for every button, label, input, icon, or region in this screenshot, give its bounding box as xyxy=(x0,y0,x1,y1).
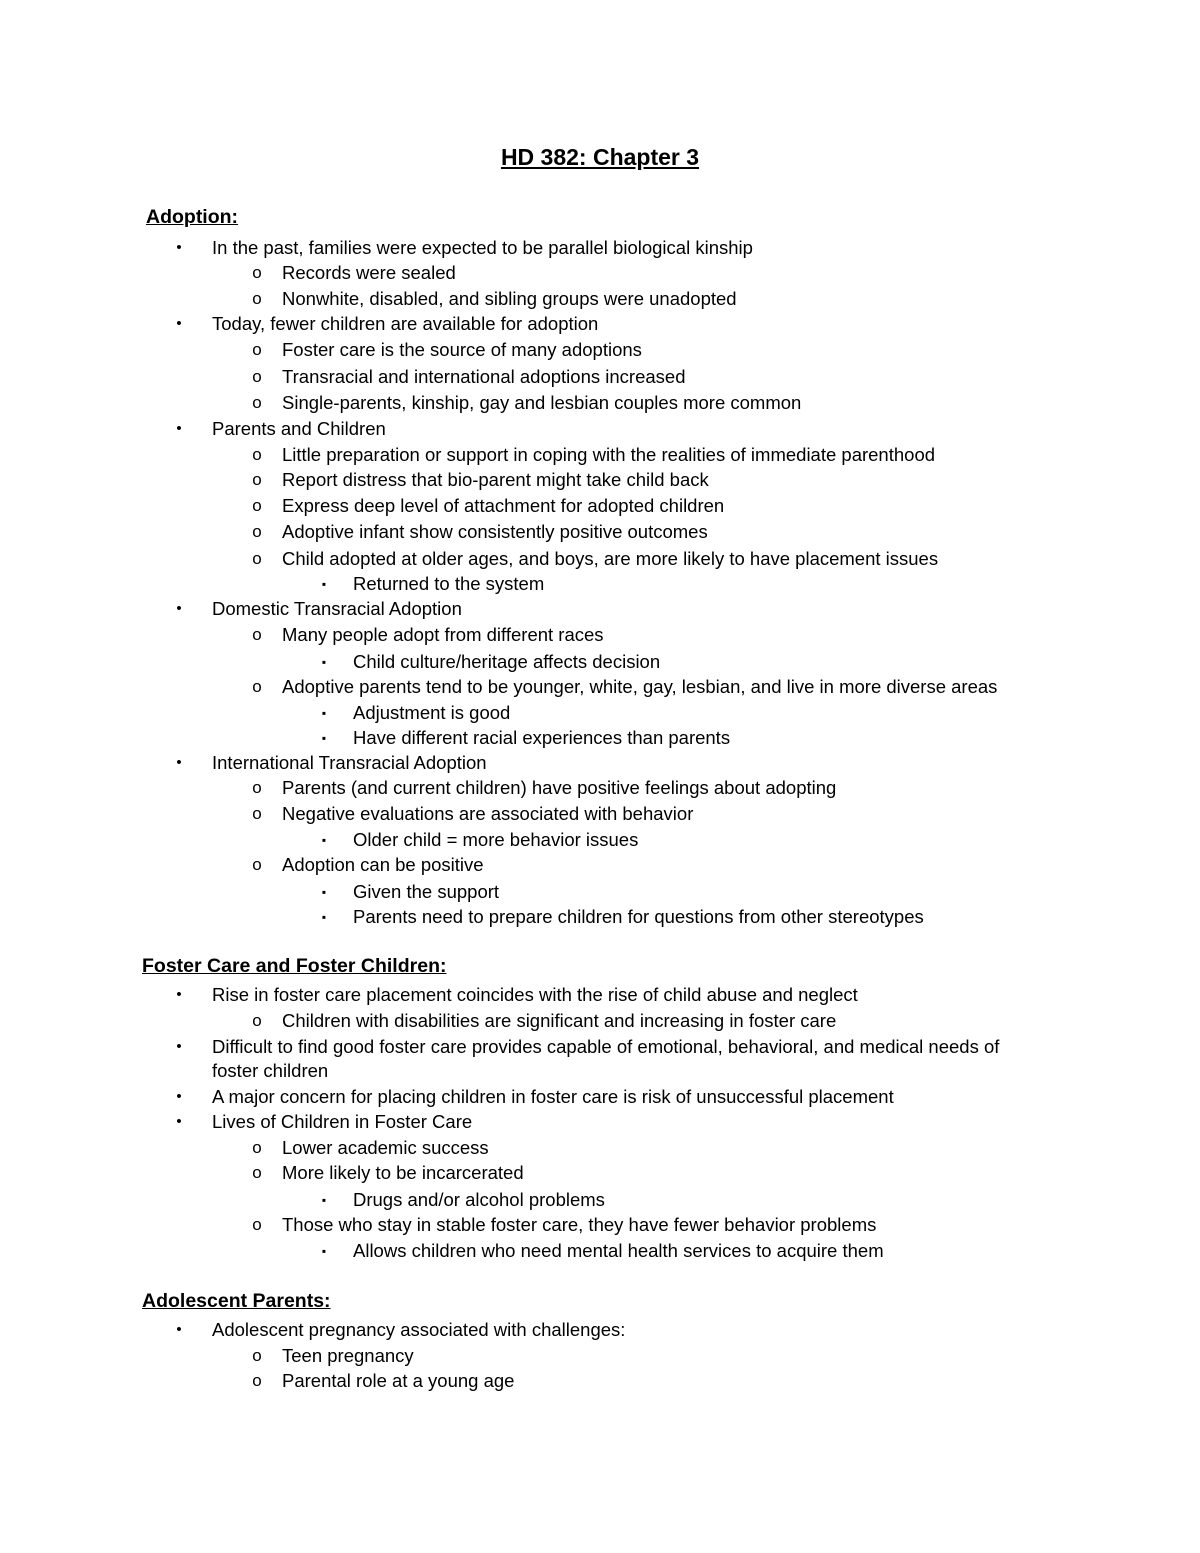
list-item xyxy=(252,1344,414,1368)
list-item-text: Single-parents, kinship, gay and lesbian couples more common xyxy=(282,392,802,413)
circle-bullet-icon: o xyxy=(252,855,262,874)
list-item-text: International Transracial Adoption xyxy=(212,752,487,773)
list-item xyxy=(252,675,998,699)
list-item xyxy=(252,520,708,544)
list-item-text: More likely to be incarcerated xyxy=(282,1162,524,1183)
bullet-icon: • xyxy=(176,239,182,256)
list-item xyxy=(252,468,709,492)
circle-bullet-icon: o xyxy=(252,549,262,568)
list-item-text: Parents need to prepare children for questions from other stereotypes xyxy=(353,906,924,927)
bullet-icon: • xyxy=(176,600,182,617)
list-item xyxy=(176,1110,473,1134)
list-item-text: Child culture/heritage affects decision xyxy=(353,651,661,672)
square-bullet-icon: ▪ xyxy=(321,1193,327,1207)
square-bullet-icon: ▪ xyxy=(321,885,327,899)
list-item xyxy=(176,751,487,775)
list-item-text: Foster care is the source of many adoptions xyxy=(282,339,642,360)
list-item-text: Lives of Children in Foster Care xyxy=(212,1111,473,1132)
list-item xyxy=(176,417,386,441)
list-item-text: Adolescent pregnancy associated with challenges: xyxy=(212,1319,626,1340)
bullet-icon: • xyxy=(176,986,182,1003)
section-heading: Adolescent Parents: xyxy=(142,1290,331,1312)
circle-bullet-icon: o xyxy=(252,1371,262,1390)
circle-bullet-icon: o xyxy=(252,367,262,386)
list-item-text: Rise in foster care placement coincides with the rise of child abuse and neglect xyxy=(212,984,858,1005)
list-item-text: Lower academic success xyxy=(282,1137,489,1158)
circle-bullet-icon: o xyxy=(252,1346,262,1365)
list-item xyxy=(321,726,731,750)
list-item xyxy=(252,1369,515,1393)
list-item xyxy=(176,1318,626,1342)
square-bullet-icon: ▪ xyxy=(321,1244,327,1258)
list-item-text: Teen pregnancy xyxy=(282,1345,414,1366)
list-item xyxy=(321,572,545,596)
list-item xyxy=(176,983,858,1007)
bullet-icon: • xyxy=(176,1038,182,1055)
list-item-text: Given the support xyxy=(353,881,500,902)
list-item xyxy=(252,547,939,571)
bullet-icon: • xyxy=(176,420,182,437)
list-item-text: Parents and Children xyxy=(212,418,386,439)
list-item xyxy=(252,853,484,877)
circle-bullet-icon: o xyxy=(252,804,262,823)
section-heading: Adoption: xyxy=(146,206,239,228)
list-item xyxy=(252,338,642,362)
square-bullet-icon: ▪ xyxy=(321,833,327,847)
list-item xyxy=(252,1009,837,1033)
circle-bullet-icon: o xyxy=(252,1138,262,1157)
circle-bullet-icon: o xyxy=(252,625,262,644)
bullet-icon: • xyxy=(176,1321,182,1338)
circle-bullet-icon: o xyxy=(252,445,262,464)
circle-bullet-icon: o xyxy=(252,470,262,489)
square-bullet-icon: ▪ xyxy=(321,577,327,591)
list-item-text: A major concern for placing children in foster care is risk of unsuccessful placement xyxy=(212,1086,894,1107)
list-item xyxy=(176,1085,894,1109)
list-item-text: Have different racial experiences than parents xyxy=(353,727,731,748)
list-item xyxy=(252,1136,489,1160)
list-item xyxy=(176,1035,1032,1083)
list-item xyxy=(252,287,737,311)
circle-bullet-icon: o xyxy=(252,1163,262,1182)
circle-bullet-icon: o xyxy=(252,1215,262,1234)
list-item-text: Adoptive infant show consistently positive outcomes xyxy=(282,521,708,542)
section-heading: Foster Care and Foster Children: xyxy=(142,955,447,977)
list-item xyxy=(252,494,725,518)
circle-bullet-icon: o xyxy=(252,778,262,797)
document-title: HD 382: Chapter 3 xyxy=(500,144,700,170)
list-item xyxy=(252,802,694,826)
list-item xyxy=(252,1161,524,1185)
list-item xyxy=(252,391,802,415)
list-item xyxy=(321,880,500,904)
list-item-text: Those who stay in stable foster care, they have fewer behavior problems xyxy=(282,1214,877,1235)
list-item xyxy=(252,1213,877,1237)
list-item-text: Adjustment is good xyxy=(353,702,511,723)
list-item-text: Child adopted at older ages, and boys, are more likely to have placement issues xyxy=(282,548,939,569)
list-item-text: Older child = more behavior issues xyxy=(353,829,639,850)
square-bullet-icon: ▪ xyxy=(321,731,327,745)
list-item-text: Report distress that bio-parent might take child back xyxy=(282,469,709,490)
circle-bullet-icon: o xyxy=(252,496,262,515)
list-item xyxy=(176,597,462,621)
square-bullet-icon: ▪ xyxy=(321,910,327,924)
circle-bullet-icon: o xyxy=(252,340,262,359)
bullet-icon: • xyxy=(176,1088,182,1105)
circle-bullet-icon: o xyxy=(252,677,262,696)
list-item xyxy=(252,776,837,800)
list-item xyxy=(176,312,599,336)
list-item-text: Nonwhite, disabled, and sibling groups were unadopted xyxy=(282,288,737,309)
list-item-text: Drugs and/or alcohol problems xyxy=(353,1189,605,1210)
list-item-text: Many people adopt from different races xyxy=(282,624,604,645)
list-item xyxy=(321,905,924,929)
list-item-text: Records were sealed xyxy=(282,262,456,283)
list-item xyxy=(321,828,639,852)
list-item-text: Children with disabilities are significant and increasing in foster care xyxy=(282,1010,837,1031)
bullet-icon: • xyxy=(176,315,182,332)
bullet-icon: • xyxy=(176,1113,182,1130)
list-item-text: Transracial and international adoptions increased xyxy=(282,366,686,387)
list-item-text: Difficult to find good foster care provides capable of emotional, behavioral, and medical needs of foster children xyxy=(212,1036,1000,1081)
list-item xyxy=(252,443,936,467)
list-item xyxy=(252,365,686,389)
list-item-text: Adoptive parents tend to be younger, white, gay, lesbian, and live in more diverse areas xyxy=(282,676,998,697)
circle-bullet-icon: o xyxy=(252,522,262,541)
list-item-text: Adoption can be positive xyxy=(282,854,484,875)
circle-bullet-icon: o xyxy=(252,1011,262,1030)
list-item xyxy=(252,261,456,285)
circle-bullet-icon: o xyxy=(252,289,262,308)
list-item xyxy=(176,236,753,260)
bullet-icon: • xyxy=(176,754,182,771)
list-item-text: Parents (and current children) have positive feelings about adopting xyxy=(282,777,837,798)
list-item-text: Returned to the system xyxy=(353,573,545,594)
square-bullet-icon: ▪ xyxy=(321,655,327,669)
list-item-text: Domestic Transracial Adoption xyxy=(212,598,462,619)
list-item xyxy=(252,623,604,647)
list-item xyxy=(321,1239,884,1263)
list-item-text: In the past, families were expected to be parallel biological kinship xyxy=(212,237,753,258)
list-item-text: Express deep level of attachment for adopted children xyxy=(282,495,725,516)
list-item-text: Negative evaluations are associated with behavior xyxy=(282,803,694,824)
square-bullet-icon: ▪ xyxy=(321,706,327,720)
list-item xyxy=(321,650,661,674)
list-item-text: Allows children who need mental health services to acquire them xyxy=(353,1240,884,1261)
circle-bullet-icon: o xyxy=(252,263,262,282)
circle-bullet-icon: o xyxy=(252,393,262,412)
list-item-text: Parental role at a young age xyxy=(282,1370,515,1391)
list-item xyxy=(321,1188,605,1212)
list-item-text: Today, fewer children are available for adoption xyxy=(212,313,599,334)
list-item xyxy=(321,701,511,725)
list-item-text: Little preparation or support in coping with the realities of immediate parenthood xyxy=(282,444,936,465)
